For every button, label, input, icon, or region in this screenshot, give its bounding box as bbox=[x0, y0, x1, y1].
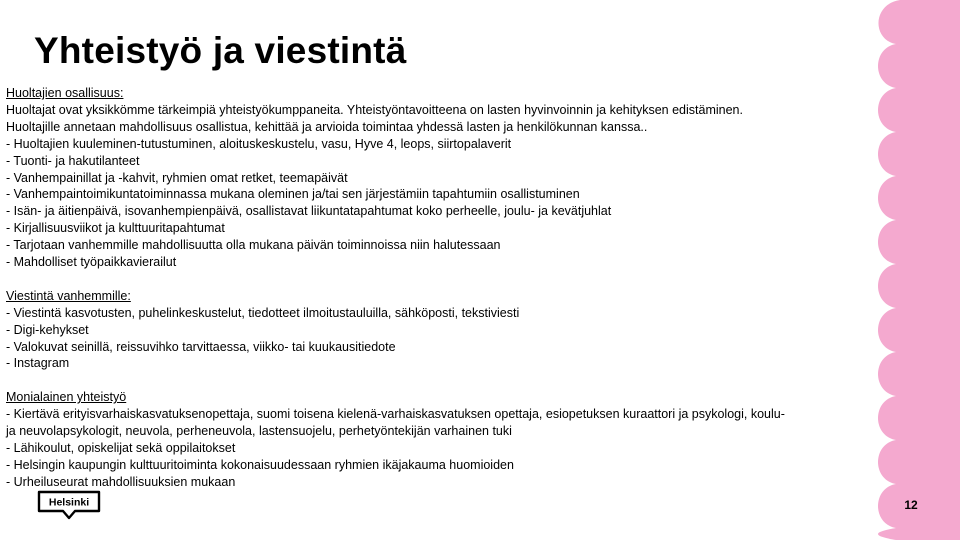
section-guardian-participation bbox=[6, 85, 886, 271]
list-item: - Digi-kehykset bbox=[6, 322, 89, 337]
body-line: Huoltajille annetaan mahdollisuus osallistua, kehittää ja arvioida toimintaa yhdessä lasten ja henkilökunnan kanssa.. bbox=[6, 119, 648, 134]
list-item: - Urheiluseurat mahdollisuuksien mukaan bbox=[6, 474, 236, 489]
body-line: Huoltajat ovat yksikkömme tärkeimpiä yhteistyökumppaneita. Yhteistyöntavoitteena on lasten hyvinvoinnin ja kehityksen edistäminen. bbox=[6, 102, 743, 117]
list-item: - Kiertävä erityisvarhaiskasvatuksenopettaja, suomi toisena kielenä-varhaiskasvatuksen opettaja, esiopetuksen kuraattori ja psykologi, koulu- bbox=[6, 407, 785, 422]
section-heading: Monialainen yhteistyö bbox=[6, 390, 127, 405]
section-heading: Huoltajien osallisuus: bbox=[6, 86, 124, 100]
list-item: - Helsingin kaupungin kulttuuritoiminta kokonaisuudessaan ryhmien ikäjakauma huomioiden bbox=[6, 457, 514, 472]
list-item: - Viestintä kasvotusten, puhelinkeskustelut, tiedotteet ilmoitustauluilla, sähköposti, tekstiviesti bbox=[6, 305, 520, 320]
helsinki-logo bbox=[36, 490, 102, 520]
list-item: - Vanhempaintoimikuntatoiminnassa mukana oleminen ja/tai sen järjestämiin tapahtumiin osallistuminen bbox=[6, 187, 580, 202]
list-item: - Vanhempainillat ja -kahvit, ryhmien omat retket, teemapäivät bbox=[6, 170, 348, 185]
logo-text: Helsinki bbox=[48, 496, 90, 509]
section-multiprofessional-cooperation bbox=[6, 389, 886, 490]
list-item: - Valokuvat seinillä, reissuvihko tarvittaessa, viikko- tai kuukausitiedote bbox=[6, 339, 396, 354]
slide-body bbox=[6, 85, 886, 491]
list-item: - Huoltajien kuuleminen-tutustuminen, aloituskeskustelu, vasu, Hyve 4, leops, siirtopalaverit bbox=[6, 136, 512, 151]
list-item: - Kirjallisuusviikot ja kulttuuritapahtumat bbox=[6, 221, 225, 236]
list-item: - Mahdolliset työpaikkavierailut bbox=[6, 255, 177, 270]
list-item: - Isän- ja äitienpäivä, isovanhempienpäivä, osallistavat liikuntatapahtumat koko perheelle, joulu- ja kevätjuhlat bbox=[6, 204, 612, 219]
list-item: - Instagram bbox=[6, 356, 70, 371]
section-heading: Viestintä vanhemmille: bbox=[6, 288, 131, 303]
list-item: - Tuonti- ja hakutilanteet bbox=[6, 153, 140, 168]
page-number: 12 bbox=[904, 498, 918, 512]
list-item: - Lähikoulut, opiskelijat sekä oppilaitokset bbox=[6, 441, 236, 455]
section-communication-to-parents bbox=[6, 288, 886, 373]
slide-title: Yhteistyö ja viestintä bbox=[34, 30, 407, 71]
list-item: - Tarjotaan vanhemmille mahdollisuutta olla mukana päivän toiminnoissa niin halutessaan bbox=[6, 238, 501, 253]
list-item: ja neuvolapsykologit, neuvola, perheneuvola, lastensuojelu, perhetyöntekijän varhainen tuki bbox=[6, 424, 512, 439]
